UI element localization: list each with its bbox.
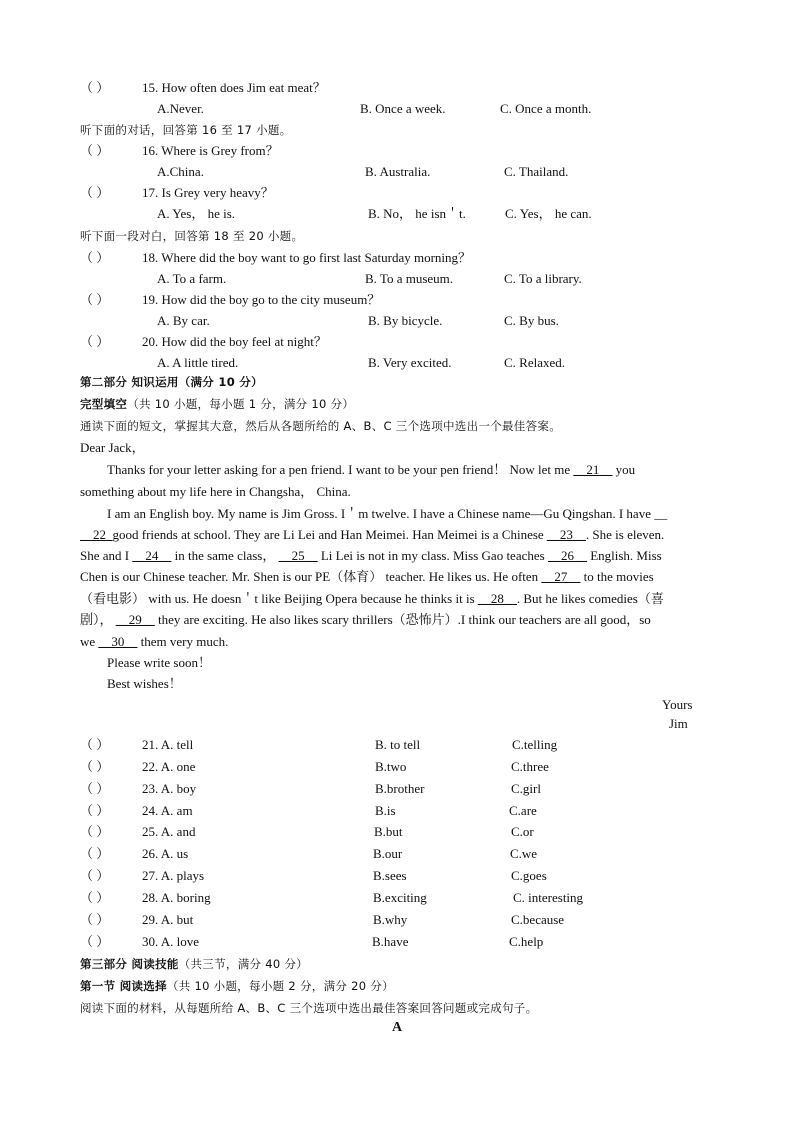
letter-yours: Yours [662, 697, 693, 712]
answer-paren: （ ） [80, 292, 110, 307]
option-a: A. A little tired. [157, 355, 239, 370]
blank-23: __23__ [546, 527, 586, 542]
option-a: 29. A. but [142, 912, 194, 927]
blank-26: __26__ [547, 548, 587, 563]
answer-paren: （ ） [80, 934, 110, 949]
cloze-instruction: 通读下面的短文，掌握其大意，然后从各题所给的 A、B、C 三个选项中选出一个最佳答案。 [80, 419, 561, 433]
letter-text: good friends at school. They are Li Lei and Han Meimei. Han Meimei is a Chinese [112, 527, 547, 542]
answer-paren: （ ） [80, 781, 110, 796]
option-c: C.or [511, 824, 534, 839]
instruction-16-17: 听下面的对话，回答第 16 至 17 小题。 [80, 123, 292, 137]
option-b: B.is [375, 803, 396, 818]
option-c: C.because [511, 912, 565, 927]
option-a: 24. A. am [142, 803, 193, 818]
option-a: A. By car. [157, 313, 210, 328]
option-c: C. Once a month. [500, 101, 592, 116]
letter-text: . But he likes comedies（喜 [516, 591, 664, 606]
option-c: C. By bus. [504, 313, 559, 328]
blank-21: __21__ [573, 462, 613, 477]
section-one-note: （共 10 小题，每小题 2 分，满分 20 分） [166, 979, 394, 993]
letter-line [80, 548, 662, 564]
part-two-heading: 第二部分 知识运用（满分 10 分） [80, 375, 263, 389]
option-a: 27. A. plays [142, 868, 205, 883]
letter-line [80, 612, 651, 628]
option-b: B. Very excited. [368, 355, 452, 370]
answer-paren: （ ） [80, 759, 110, 774]
option-b: B. Once a week. [360, 101, 446, 116]
letter-line [80, 527, 664, 543]
question-stem: 19. How did the boy go to the city museum？ [142, 292, 381, 307]
cloze-title: 完型填空 [80, 397, 128, 411]
letter-text: . She is eleven. [585, 527, 665, 542]
blank-25: __25__ [278, 548, 318, 563]
letter-line [107, 462, 635, 478]
part-three-note: （共三节，满分 40 分） [178, 957, 309, 971]
letter-greeting: Dear Jack， [80, 440, 145, 455]
option-a: 26. A. us [142, 846, 189, 861]
letter-text: we [80, 634, 99, 649]
option-c: C. Yes， he can. [505, 206, 592, 221]
option-c: C.help [509, 934, 544, 949]
letter-text: them very much. [137, 634, 229, 649]
option-b: B. Australia. [365, 164, 431, 179]
option-b: B.have [372, 934, 409, 949]
option-a: A. Yes， he is. [157, 206, 236, 221]
blank-27: __27__ [541, 569, 581, 584]
option-a: 22. A. one [142, 759, 196, 774]
option-b: B.why [373, 912, 408, 927]
letter-closing: Please write soon！ [107, 655, 211, 670]
part-three-heading [80, 956, 308, 972]
answer-paren: （ ） [80, 185, 110, 200]
option-a: 23. A. boy [142, 781, 197, 796]
letter-line: something about my life here in Changsha， China. [80, 484, 351, 499]
question-stem: 16. Where is Grey from？ [142, 143, 279, 158]
letter-text: She and I [80, 548, 133, 563]
letter-text: you [612, 462, 636, 477]
letter-wishes: Best wishes！ [107, 676, 182, 691]
letter-text: to the movies [580, 569, 654, 584]
option-c: C.goes [511, 868, 547, 883]
letter-text: English. Miss [586, 548, 662, 563]
letter-line [80, 591, 664, 607]
letter-line [80, 634, 228, 650]
part-three-title: 第三部分 阅读技能 [80, 957, 179, 971]
letter-signature: Jim [669, 716, 688, 731]
letter-line [80, 569, 654, 585]
option-a: 28. A. boring [142, 890, 211, 905]
option-b: B. By bicycle. [368, 313, 443, 328]
question-stem: 18. Where did the boy want to go first last Saturday morning？ [142, 250, 472, 265]
option-c: C.girl [511, 781, 541, 796]
letter-text: in the same class， [171, 548, 279, 563]
letter-text: 剧）， [80, 612, 116, 627]
cloze-note: （共 10 小题，每小题 1 分，满分 10 分） [127, 397, 355, 411]
option-c: C.we [510, 846, 538, 861]
letter-line: I am an English boy. My name is Jim Gross. I＇m twelve. I have a Chinese name—Gu Qingshan. I have __ [107, 506, 668, 521]
option-a: 25. A. and [142, 824, 196, 839]
option-b: B. to tell [375, 737, 421, 752]
option-c: C.are [509, 803, 537, 818]
blank-22: __22_ [80, 527, 113, 542]
section-one-heading [80, 978, 394, 994]
option-c: C. interesting [513, 890, 584, 905]
answer-paren: （ ） [80, 143, 110, 158]
letter-text: Li Lei is not in my class. Miss Gao teaches [317, 548, 548, 563]
answer-paren: （ ） [80, 334, 110, 349]
option-a: A. To a farm. [157, 271, 227, 286]
option-a: A.China. [157, 164, 204, 179]
option-b: B.sees [373, 868, 407, 883]
question-stem: 17. Is Grey very heavy？ [142, 185, 274, 200]
letter-text: （看电影） with us. He doesn＇t like Beijing Opera because he thinks it is [80, 591, 478, 606]
answer-paren: （ ） [80, 846, 110, 861]
letter-text: Chen is our Chinese teacher. Mr. Shen is our PE（体育） teacher. He likes us. He often [80, 569, 542, 584]
option-b: B. To a museum. [365, 271, 454, 286]
option-a: 30. A. love [142, 934, 200, 949]
cloze-heading [80, 396, 354, 412]
answer-paren: （ ） [80, 890, 110, 905]
option-a: A.Never. [157, 101, 204, 116]
letter-text: they are exciting. He also likes scary thrillers（恐怖片）.I think our teachers are all good，so [154, 612, 651, 627]
answer-paren: （ ） [80, 868, 110, 883]
option-b: B.two [375, 759, 407, 774]
option-c: C.three [511, 759, 549, 774]
option-b: B.but [374, 824, 403, 839]
reading-instruction: 阅读下面的材料，从每题所给 A、B、C 三个选项中选出最佳答案回答问题或完成句子。 [80, 1001, 538, 1015]
option-b: B.exciting [373, 890, 427, 905]
option-b: B.brother [375, 781, 425, 796]
question-stem: 20. How did the boy feel at night？ [142, 334, 327, 349]
answer-paren: （ ） [80, 80, 110, 95]
option-c: C.telling [512, 737, 558, 752]
option-c: C. Thailand. [504, 164, 569, 179]
option-a: 21. A. tell [142, 737, 194, 752]
option-b: B. No， he isn＇t. [368, 206, 466, 221]
blank-29: __29__ [115, 612, 155, 627]
letter-text: Thanks for your letter asking for a pen friend. I want to be your pen friend！ Now let me [107, 462, 574, 477]
answer-paren: （ ） [80, 824, 110, 839]
blank-30: __30__ [98, 634, 138, 649]
option-c: C. Relaxed. [504, 355, 566, 370]
blank-24: __24__ [132, 548, 172, 563]
option-c: C. To a library. [504, 271, 582, 286]
option-b: B.our [373, 846, 403, 861]
answer-paren: （ ） [80, 250, 110, 265]
answer-paren: （ ） [80, 737, 110, 752]
question-stem: 15. How often does Jim eat meat？ [142, 80, 326, 95]
answer-paren: （ ） [80, 803, 110, 818]
blank-28: __28__ [477, 591, 517, 606]
passage-label: A [391, 1020, 403, 1035]
section-one-title: 第一节 阅读选择 [80, 979, 167, 993]
instruction-18-20: 听下面一段对白，回答第 18 至 20 小题。 [80, 229, 304, 243]
answer-paren: （ ） [80, 912, 110, 927]
